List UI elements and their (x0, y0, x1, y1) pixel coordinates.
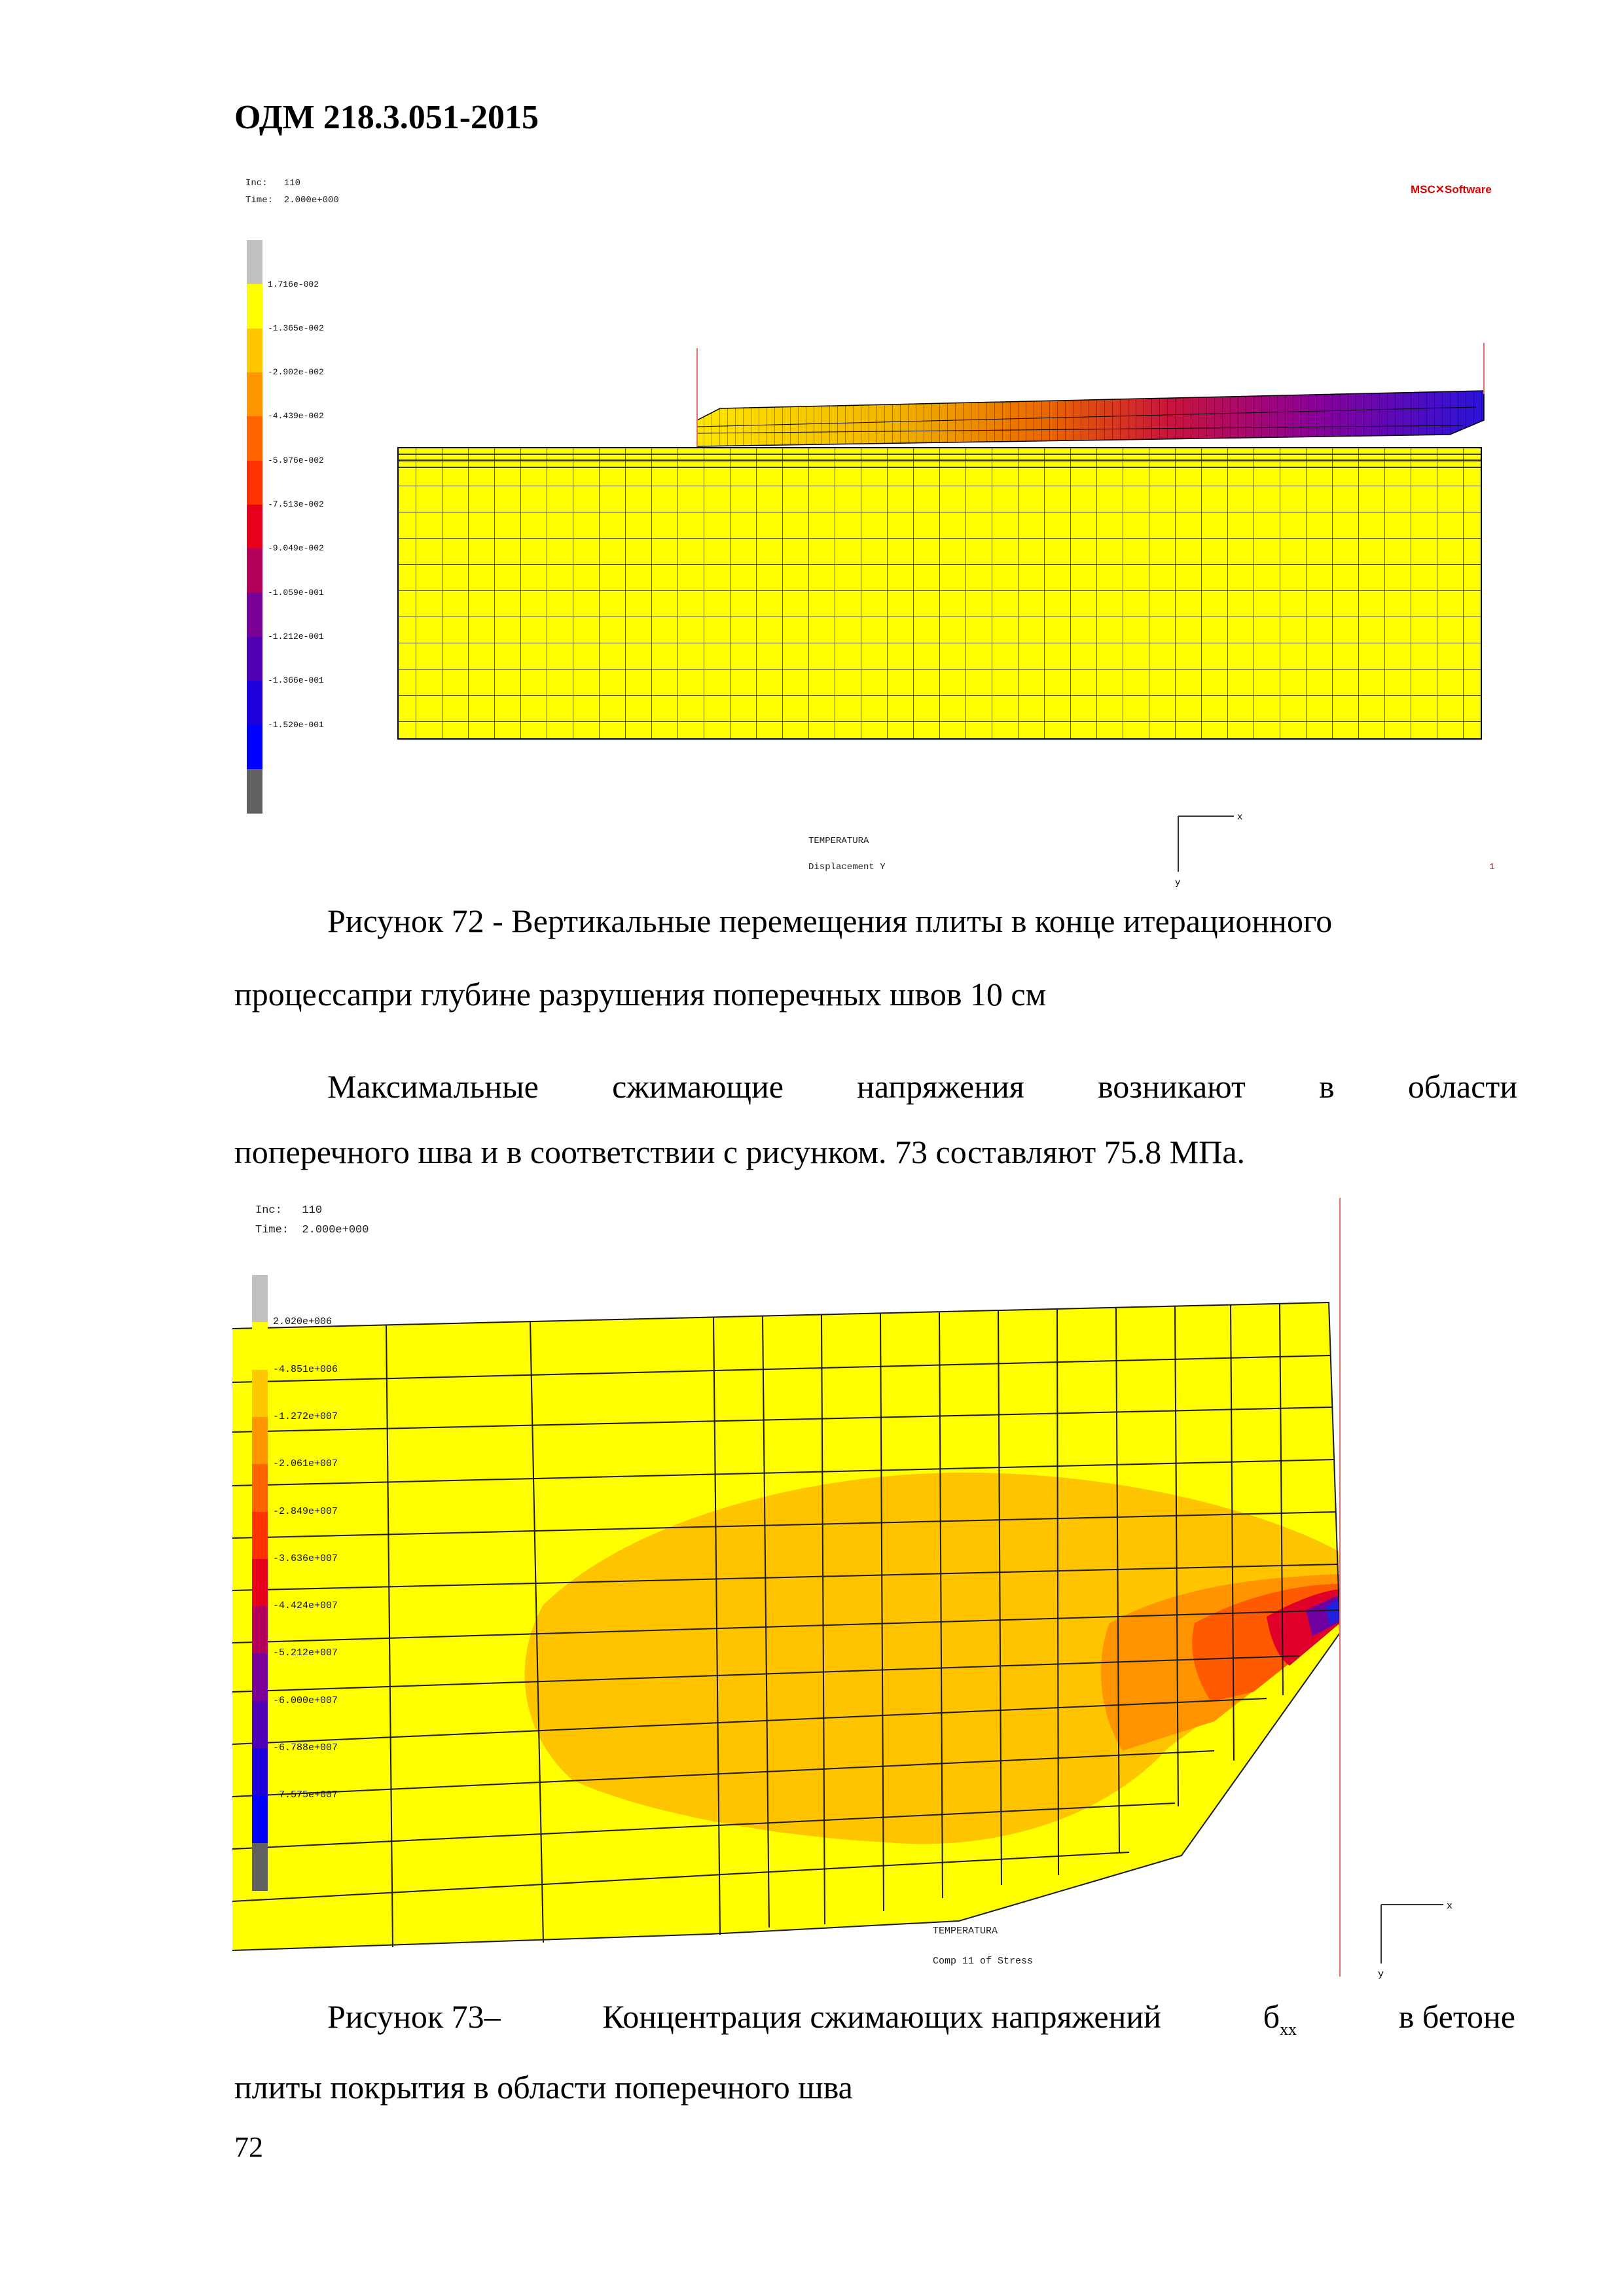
legend-label: -1.059e-001 (268, 587, 324, 598)
legend-label: -4.439e-002 (268, 411, 324, 422)
fig73-time-label: Time: 2.000e+000 (255, 1224, 369, 1236)
fig72-mesh-plot (232, 171, 1528, 891)
figure-73 (232, 1198, 1535, 1983)
fig72-footer-subtitle: Displacement Y (808, 862, 886, 872)
legend-swatch (252, 1322, 268, 1370)
legend-label: -1.272e+007 (273, 1410, 338, 1422)
page-number: 72 (234, 2131, 263, 2163)
caption-73-sigma (1263, 1998, 1297, 2039)
legend-label: -1.366e-001 (268, 675, 324, 686)
fig72-footer-title: TEMPERATURA (808, 836, 869, 846)
legend-swatch (252, 1653, 268, 1701)
legend-swatch (252, 1795, 268, 1843)
legend-label: -6.788e+007 (273, 1742, 338, 1754)
fig73-inc-label: Inc: 110 (255, 1204, 323, 1217)
logo-msc-text: MSC (1411, 183, 1435, 196)
fig72-axis-x-label: x (1237, 812, 1243, 823)
body-paragraph (234, 1054, 1517, 1185)
legend-label: -7.513e-002 (268, 499, 324, 510)
fig73-axis-y-label: y (1378, 1969, 1384, 1980)
figure-72 (232, 171, 1528, 891)
document-header: ОДМ 218.3.051-2015 (234, 99, 539, 136)
logo-software-text: Software (1445, 183, 1492, 196)
fig72-footer-number: 1 (1489, 862, 1495, 872)
legend-label: -6.000e+007 (273, 1695, 338, 1706)
caption-72-line1: Рисунок 72 - Вертикальные перемещения плиты в конце итерационного (327, 903, 1333, 939)
legend-label: -5.976e-002 (268, 455, 324, 465)
legend-swatch (252, 1559, 268, 1607)
legend-swatch (252, 1275, 268, 1323)
fig73-footer-subtitle: Comp 11 of Stress (933, 1956, 1034, 1967)
legend-label: -1.365e-002 (268, 323, 324, 333)
legend-label: -3.636e+007 (273, 1552, 338, 1564)
fig73-axis-x-label: x (1447, 1901, 1453, 1912)
legend-label: -2.902e-002 (268, 367, 324, 378)
fig73-axis-triad (1381, 1905, 1443, 1964)
fig73-color-legend (252, 1275, 409, 1890)
legend-label: -9.049e-002 (268, 543, 324, 554)
caption-73-line2: плиты покрытия в области поперечного шва (234, 2069, 853, 2106)
legend-swatch (252, 1606, 268, 1654)
legend-label: 2.020e+006 (273, 1316, 333, 1328)
legend-label: -7.575e+007 (273, 1789, 338, 1801)
legend-label: -1.520e-001 (268, 719, 324, 730)
sigma-subscript: xx (1280, 2020, 1297, 2039)
sigma-symbol: б (1263, 1998, 1280, 2035)
fig72-axis-y-label: y (1175, 878, 1181, 888)
legend-label: -1.212e-001 (268, 631, 324, 641)
caption-72-line2: процессапри глубине разрушения поперечных швов 10 см (234, 976, 1047, 1013)
legend-swatch (252, 1512, 268, 1560)
fig73-footer-title: TEMPERATURA (933, 1926, 998, 1937)
paragraph-line2: поперечного шва и в соответствии с рисунком. 73 составляют 75.8 МПа. (234, 1134, 1246, 1170)
caption-73-label: Рисунок 73– (327, 1998, 501, 2035)
legend-swatch (252, 1464, 268, 1512)
fig72-inc-label: Inc: 110 (245, 178, 301, 188)
legend-label: 1.716e-002 (268, 279, 319, 289)
legend-swatch (252, 1417, 268, 1465)
caption-73-text-end: в бетоне (1398, 1998, 1515, 2035)
caption-73-text: Концентрация сжимающих напряжений (602, 1998, 1161, 2035)
logo-x-icon: ✕ (1435, 183, 1445, 196)
legend-label: -4.851e+006 (273, 1363, 338, 1375)
legend-swatch (252, 1843, 268, 1891)
fig73-stress-plot (232, 1198, 1535, 1983)
legend-label: -2.849e+007 (273, 1505, 338, 1517)
fig72-axis-triad (1178, 816, 1234, 872)
legend-label: -5.212e+007 (273, 1647, 338, 1659)
legend-swatch (252, 1701, 268, 1749)
caption-73-line1 (327, 1998, 1515, 2039)
legend-label: -2.061e+007 (273, 1458, 338, 1470)
fig72-time-label: Time: 2.000e+000 (245, 195, 339, 206)
legend-label: -4.424e+007 (273, 1600, 338, 1612)
paragraph-line1: Максимальные сжимающие напряжения возникают в области (327, 1068, 1517, 1105)
legend-swatch (252, 1370, 268, 1418)
legend-swatch (252, 1748, 268, 1796)
